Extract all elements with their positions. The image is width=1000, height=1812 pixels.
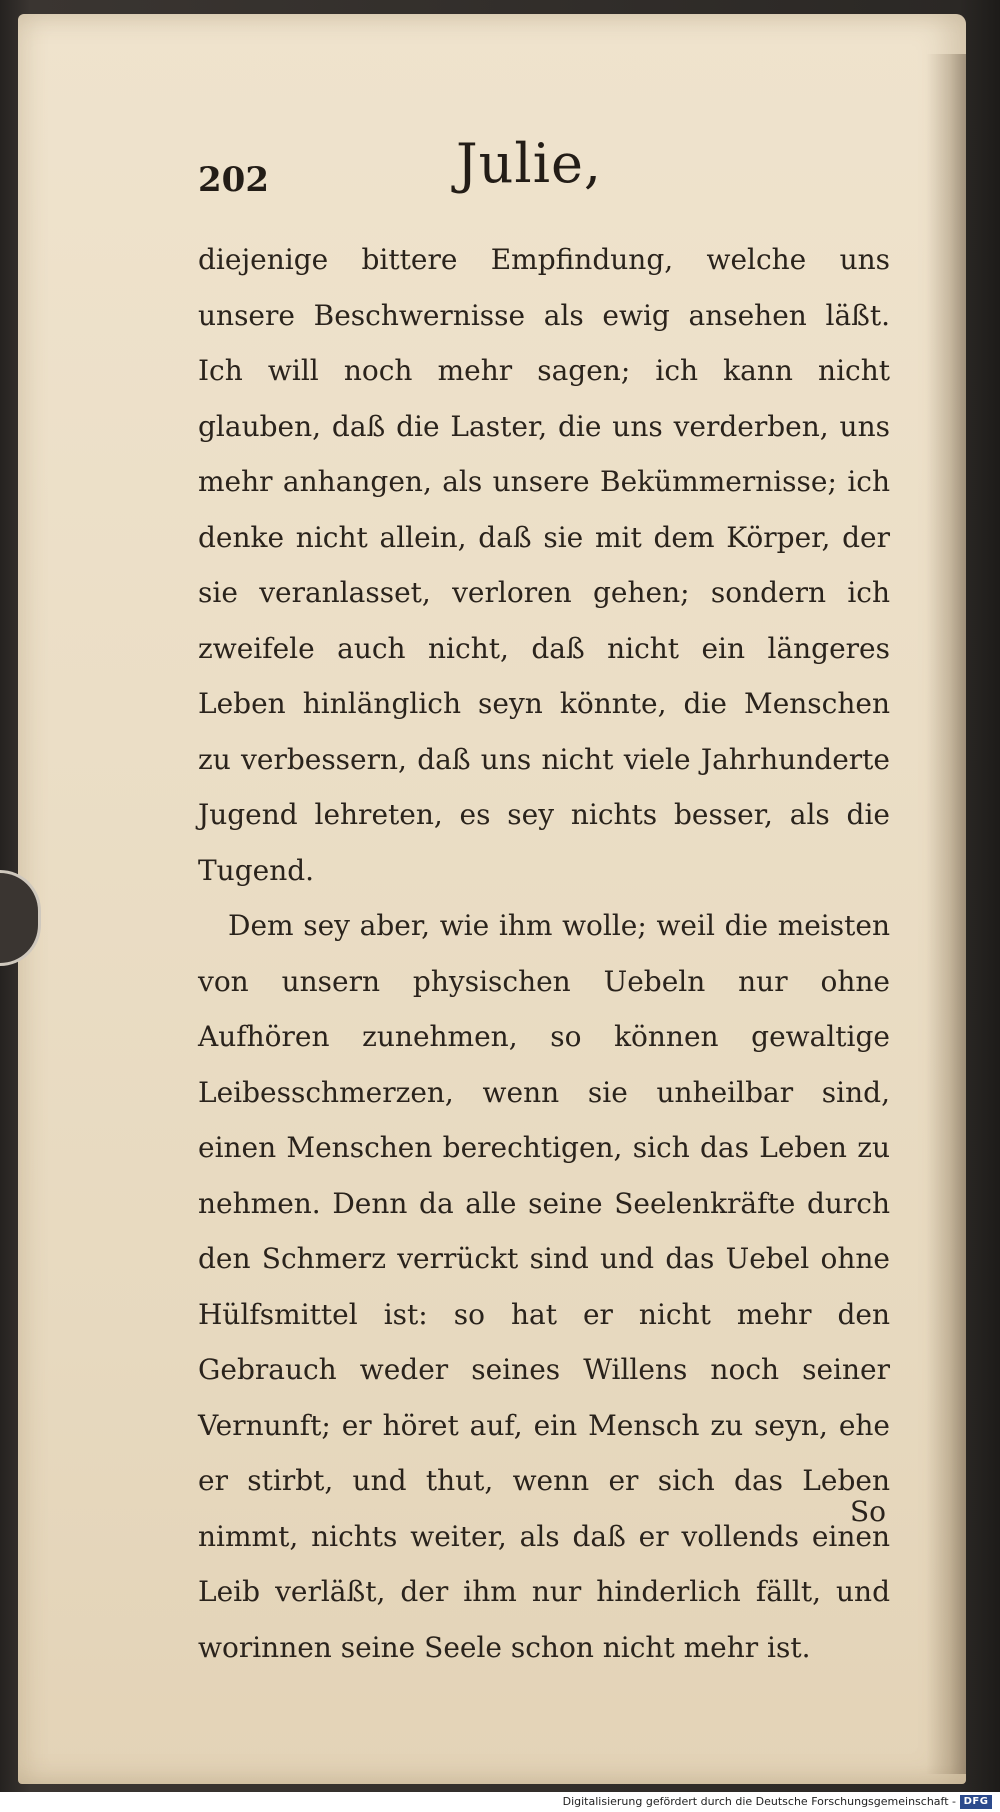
body-text bbox=[198, 232, 890, 1675]
dfg-logo-icon: DFG bbox=[960, 1795, 992, 1809]
footer-credit: Digitalisierung gefördert durch die Deutsche Forschungsgemeinschaft - bbox=[562, 1795, 956, 1808]
page-edge-shadow bbox=[926, 54, 966, 1774]
page-header bbox=[198, 132, 898, 202]
page-number: 202 bbox=[198, 160, 269, 200]
running-title: Julie, bbox=[456, 132, 603, 195]
catchword: So bbox=[850, 1495, 887, 1528]
paragraph-1: diejenige bittere Empfindung, welche uns unsere Beschwernisse als ewig ansehen läßt. Ich will noch mehr sagen; ich kann nicht glauben, daß die Laster, die uns verderben, uns mehr anhangen, als unsere Bekümmernisse; ich denke nicht allein, daß sie mit dem Körper, der sie veranlasset, verloren gehen; sondern ich zweifele auch nicht, daß nicht ein längeres Leben hinlänglich seyn könnte, die Menschen zu verbessern, daß uns nicht viele Jahrhunderte Jugend lehreten, es sey nichts besser, als die Tugend. bbox=[198, 243, 890, 887]
paragraph-2: Dem sey aber, wie ihm wolle; weil die meisten von unsern physischen Uebeln nur ohne Aufhören zunehmen, so können gewaltige Leibesschmerzen, wenn sie unheilbar sind, einen Menschen berechtigen, sich das Leben zu nehmen. Denn da alle seine Seelenkräfte durch den Schmerz verrückt sind und das Uebel ohne Hülfsmittel ist: so hat er nicht mehr den Gebrauch weder seines Willens noch seiner Vernunft; er höret auf, ein Mensch zu seyn, ehe er stirbt, und thut, wenn er sich das Leben nimmt, nichts weiter, als daß er vollends einen Leib verläßt, der ihm nur hinderlich fällt, und worinnen seine Seele schon nicht mehr ist. bbox=[198, 909, 890, 1664]
